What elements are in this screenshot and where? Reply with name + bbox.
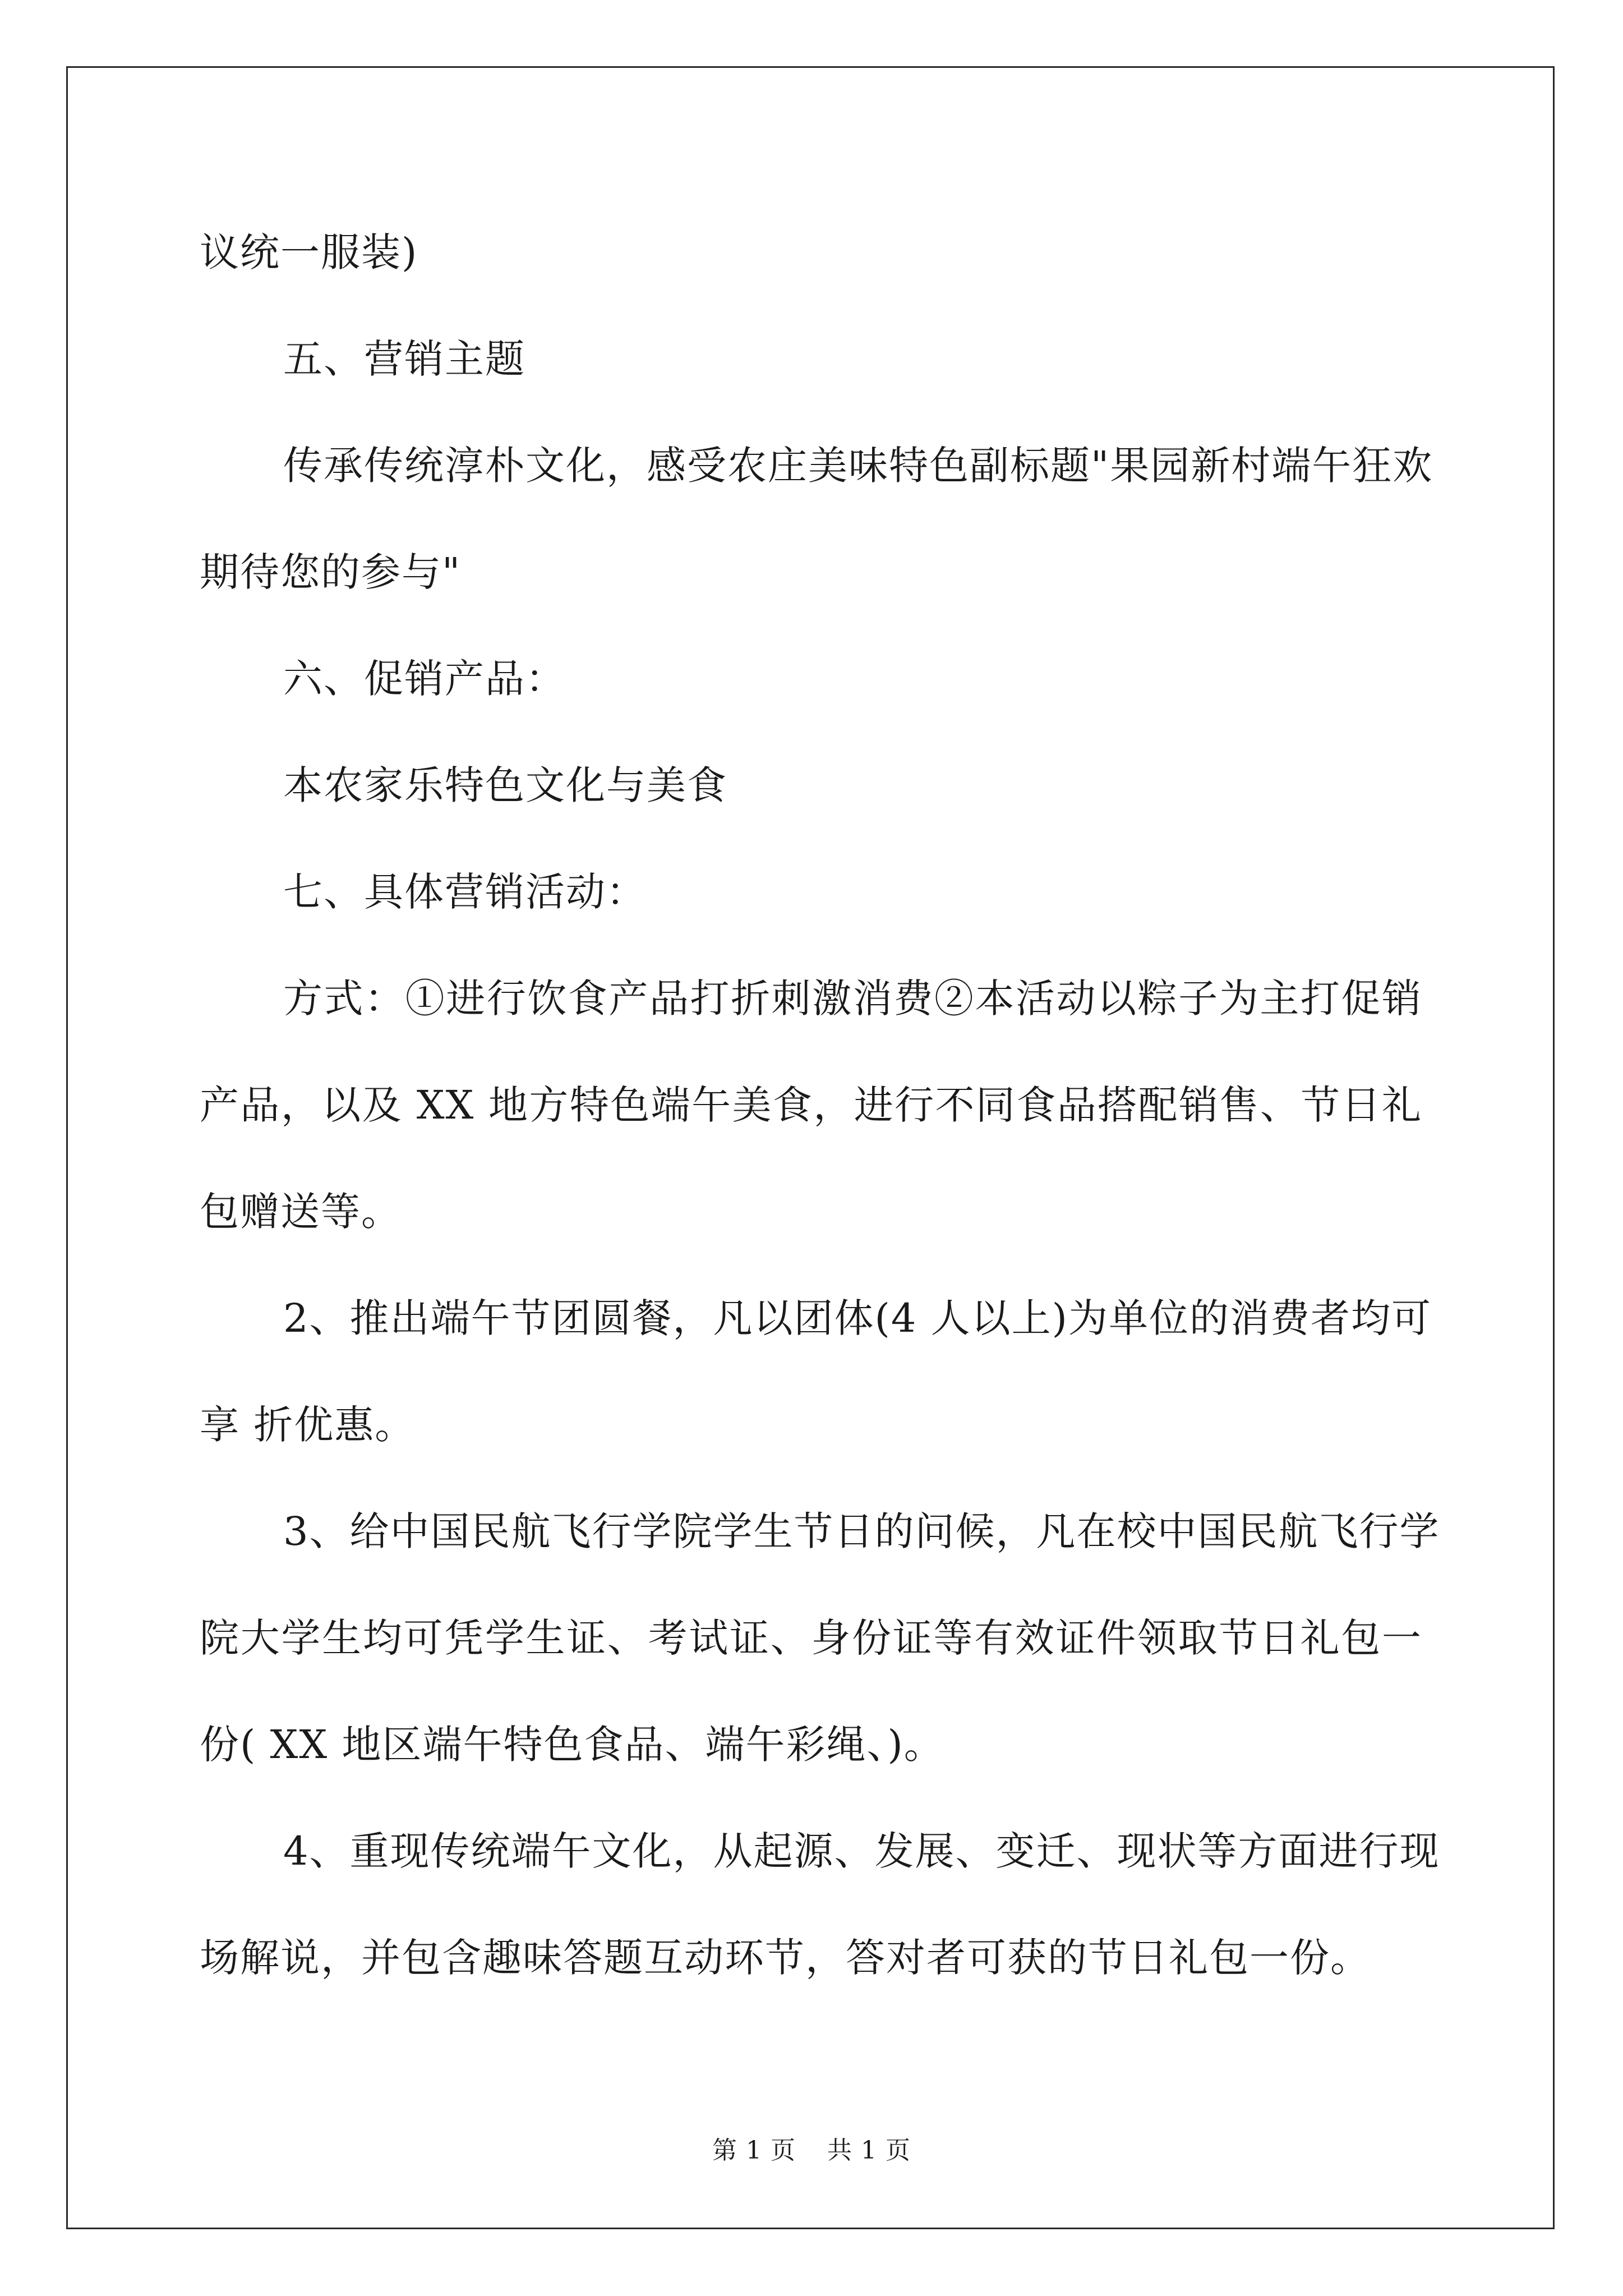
paragraph-line: 4、重现传统端午文化，从起源、发展、变迁、现状等方面进行现 bbox=[283, 1828, 1440, 1874]
paragraph-line: 享 折优惠。 bbox=[200, 1402, 416, 1448]
paragraph-line: 传承传统淳朴文化，感受农庄美味特色副标题"果园新村端午狂欢 bbox=[283, 443, 1433, 489]
page-border bbox=[66, 66, 1555, 2229]
paragraph-line: 议统一服装) bbox=[200, 229, 418, 275]
page-footer bbox=[0, 2138, 1623, 2163]
page-number: 第 1 页 bbox=[712, 2136, 796, 2165]
section-heading: 六、促销产品： bbox=[283, 656, 566, 702]
paragraph-line: 包赠送等。 bbox=[200, 1189, 402, 1235]
paragraph-line: 产品，以及 XX 地方特色端午美食，进行不同食品搭配销售、节日礼 bbox=[200, 1082, 1422, 1128]
section-heading: 五、营销主题 bbox=[283, 336, 525, 382]
paragraph-line: 期待您的参与" bbox=[200, 549, 462, 595]
paragraph-line: 场解说，并包含趣味答题互动环节，答对者可获的节日礼包一份。 bbox=[200, 1935, 1371, 1981]
paragraph-line: 2、推出端午节团圆餐，凡以团体(4 人以上)为单位的消费者均可 bbox=[283, 1295, 1432, 1341]
paragraph-line: 方式：①进行饮食产品打折刺激消费②本活动以粽子为主打促销 bbox=[283, 976, 1422, 1022]
paragraph-line: 3、给中国民航飞行学院学生节日的问候，凡在校中国民航飞行学 bbox=[283, 1508, 1440, 1554]
section-heading: 七、具体营销活动： bbox=[283, 869, 647, 915]
paragraph-line: 份( XX 地区端午特色食品、端午彩绳、)。 bbox=[200, 1722, 944, 1768]
paragraph-line: 本农家乐特色文化与美食 bbox=[283, 762, 727, 808]
paragraph-line: 院大学生均可凭学生证、考试证、身份证等有效证件领取节日礼包一 bbox=[200, 1615, 1422, 1661]
page-total: 共 1 页 bbox=[827, 2136, 911, 2165]
